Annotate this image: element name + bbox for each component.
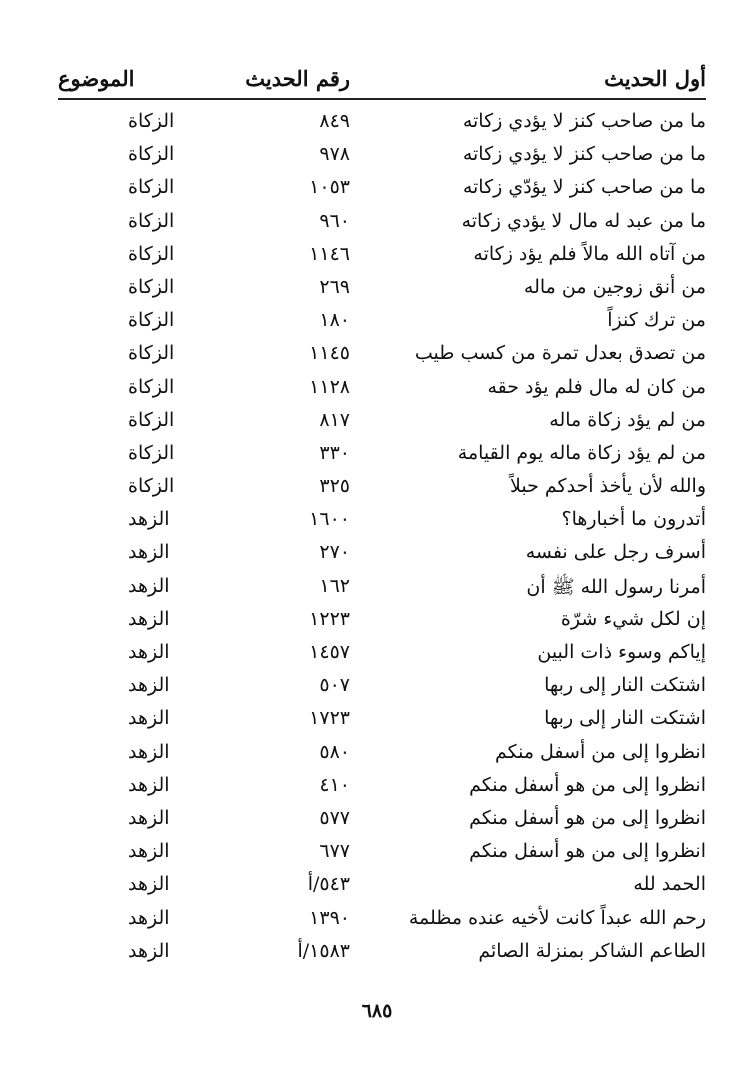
table-header bbox=[58, 62, 706, 100]
table-row bbox=[58, 871, 706, 904]
table-row bbox=[58, 705, 706, 738]
hadith-topic: الزكاة bbox=[128, 342, 175, 365]
table-row bbox=[58, 141, 706, 174]
hadith-topic: الزهد bbox=[128, 740, 170, 763]
table-row bbox=[58, 374, 706, 407]
hadith-number: ٥٤٣/أ bbox=[307, 873, 350, 896]
hadith-topic: الزكاة bbox=[128, 475, 175, 498]
header-topic: الموضوع bbox=[58, 66, 135, 91]
hadith-number: ٣٢٥ bbox=[319, 475, 350, 498]
table-row bbox=[58, 639, 706, 672]
hadith-number: ٥٠٧ bbox=[319, 674, 350, 697]
hadith-beginning: انظروا إلى من هو أسفل منكم bbox=[469, 840, 706, 863]
table-row bbox=[58, 473, 706, 506]
hadith-beginning: من لم يؤد زكاة ماله bbox=[549, 408, 706, 431]
index-table-body bbox=[58, 108, 706, 971]
hadith-number: ٨١٧ bbox=[319, 408, 350, 431]
hadith-topic: الزهد bbox=[128, 541, 170, 564]
hadith-number: ٣٣٠ bbox=[319, 441, 350, 464]
hadith-topic: الزهد bbox=[128, 806, 170, 829]
hadith-beginning: من أنق زوجين من ماله bbox=[523, 275, 706, 298]
hadith-beginning: اشتكت النار إلى ربها bbox=[544, 707, 706, 730]
hadith-number: ١٧٢٣ bbox=[309, 707, 350, 730]
hadith-beginning: الطاعم الشاكر بمنزلة الصائم bbox=[478, 939, 706, 962]
table-row bbox=[58, 938, 706, 971]
hadith-number: ٥٨٠ bbox=[319, 740, 350, 763]
table-row bbox=[58, 241, 706, 274]
hadith-number: ١٨٠ bbox=[319, 309, 350, 332]
hadith-topic: الزهد bbox=[128, 873, 170, 896]
hadith-topic: الزكاة bbox=[128, 375, 175, 398]
hadith-topic: الزهد bbox=[128, 674, 170, 697]
table-row bbox=[58, 174, 706, 207]
table-row bbox=[58, 407, 706, 440]
hadith-topic: الزكاة bbox=[128, 242, 175, 265]
hadith-number: ٩٧٨ bbox=[319, 143, 350, 166]
table-row bbox=[58, 208, 706, 241]
table-row bbox=[58, 440, 706, 473]
hadith-beginning: ما من صاحب كنز لا يؤدي زكاته bbox=[462, 110, 706, 132]
hadith-beginning: من كان له مال فلم يؤد حقه bbox=[487, 375, 706, 398]
hadith-topic: الزكاة bbox=[128, 110, 175, 132]
hadith-beginning: أسرف رجل على نفسه bbox=[525, 541, 706, 564]
hadith-number: ١٢٢٣ bbox=[309, 607, 350, 630]
hadith-beginning: أتدرون ما أخبارها؟ bbox=[561, 508, 706, 531]
hadith-topic: الزهد bbox=[128, 939, 170, 962]
table-row bbox=[58, 805, 706, 838]
hadith-topic: الزهد bbox=[128, 906, 170, 929]
hadith-topic: الزهد bbox=[128, 574, 170, 597]
page-number: ٦٨٥ bbox=[361, 1000, 393, 1022]
hadith-topic: الزكاة bbox=[128, 441, 175, 464]
hadith-number: ٩٦٠ bbox=[319, 209, 350, 232]
hadith-number: ١٦٠٠ bbox=[309, 508, 350, 531]
hadith-topic: الزكاة bbox=[128, 309, 175, 332]
hadith-beginning: ما من صاحب كنز لا يؤدّي زكاته bbox=[462, 176, 706, 199]
hadith-beginning: الحمد لله bbox=[633, 873, 706, 896]
hadith-number: ١١٢٨ bbox=[309, 375, 350, 398]
hadith-beginning: ما من عبد له مال لا يؤدي زكاته bbox=[461, 209, 706, 232]
table-row bbox=[58, 838, 706, 871]
hadith-number: ١٠٥٣ bbox=[309, 176, 350, 199]
hadith-topic: الزكاة bbox=[128, 209, 175, 232]
hadith-number: ٢٧٠ bbox=[319, 541, 350, 564]
hadith-beginning: انظروا إلى من هو أسفل منكم bbox=[469, 773, 706, 796]
hadith-beginning: والله لأن يأخذ أحدكم حبلاً bbox=[510, 475, 706, 498]
hadith-beginning: من لم يؤد زكاة ماله يوم القيامة bbox=[457, 441, 706, 464]
table-row bbox=[58, 108, 706, 141]
hadith-beginning: اشتكت النار إلى ربها bbox=[544, 674, 706, 697]
hadith-topic: الزكاة bbox=[128, 143, 175, 166]
hadith-number: ١٦٢ bbox=[319, 574, 350, 597]
table-row bbox=[58, 274, 706, 307]
table-row bbox=[58, 340, 706, 373]
hadith-beginning: من آتاه الله مالاً فلم يؤد زكاته bbox=[473, 242, 706, 265]
hadith-beginning: ما من صاحب كنز لا يؤدي زكاته bbox=[462, 143, 706, 166]
hadith-topic: الزهد bbox=[128, 707, 170, 730]
table-row bbox=[58, 905, 706, 938]
hadith-number: ١٥٨٣/أ bbox=[297, 939, 350, 962]
hadith-beginning: إياكم وسوء ذات البين bbox=[537, 641, 706, 663]
hadith-number: ٤١٠ bbox=[319, 773, 350, 796]
header-hadith-number: رقم الحديث bbox=[245, 66, 350, 91]
hadith-topic: الزهد bbox=[128, 641, 170, 663]
hadith-beginning: انظروا إلى من هو أسفل منكم bbox=[469, 806, 706, 829]
hadith-number: ١١٤٥ bbox=[309, 342, 350, 365]
hadith-number: ٦٧٧ bbox=[319, 840, 350, 863]
hadith-beginning: من ترك كنزاً bbox=[607, 309, 706, 332]
hadith-number: ١١٤٦ bbox=[309, 242, 350, 265]
table-row bbox=[58, 606, 706, 639]
hadith-topic: الزهد bbox=[128, 773, 170, 796]
hadith-beginning: أمرنا رسول الله ﷺ أن bbox=[526, 575, 706, 598]
hadith-number: ١٣٩٠ bbox=[309, 906, 350, 929]
hadith-topic: الزهد bbox=[128, 607, 170, 630]
hadith-beginning: إن لكل شيء شرّة bbox=[560, 607, 706, 630]
hadith-beginning: رحم الله عبداً كانت لأخيه عنده مظلمة bbox=[408, 906, 706, 929]
hadith-beginning: من تصدق بعدل تمرة من كسب طيب bbox=[414, 342, 706, 365]
hadith-topic: الزكاة bbox=[128, 408, 175, 431]
hadith-number: ٥٧٧ bbox=[319, 806, 350, 829]
hadith-number: ٢٦٩ bbox=[319, 275, 350, 298]
table-row bbox=[58, 739, 706, 772]
hadith-beginning: انظروا إلى من أسفل منكم bbox=[494, 740, 706, 763]
table-row bbox=[58, 573, 706, 606]
table-row bbox=[58, 506, 706, 539]
header-first-of-hadith: أول الحديث bbox=[604, 66, 706, 91]
hadith-topic: الزكاة bbox=[128, 176, 175, 199]
hadith-number: ٨٤٩ bbox=[319, 110, 350, 132]
hadith-number: ١٤٥٧ bbox=[309, 641, 350, 663]
hadith-topic: الزهد bbox=[128, 840, 170, 863]
hadith-topic: الزكاة bbox=[128, 275, 175, 298]
table-row bbox=[58, 539, 706, 572]
table-row bbox=[58, 307, 706, 340]
hadith-topic: الزهد bbox=[128, 508, 170, 531]
table-row bbox=[58, 772, 706, 805]
table-row bbox=[58, 672, 706, 705]
